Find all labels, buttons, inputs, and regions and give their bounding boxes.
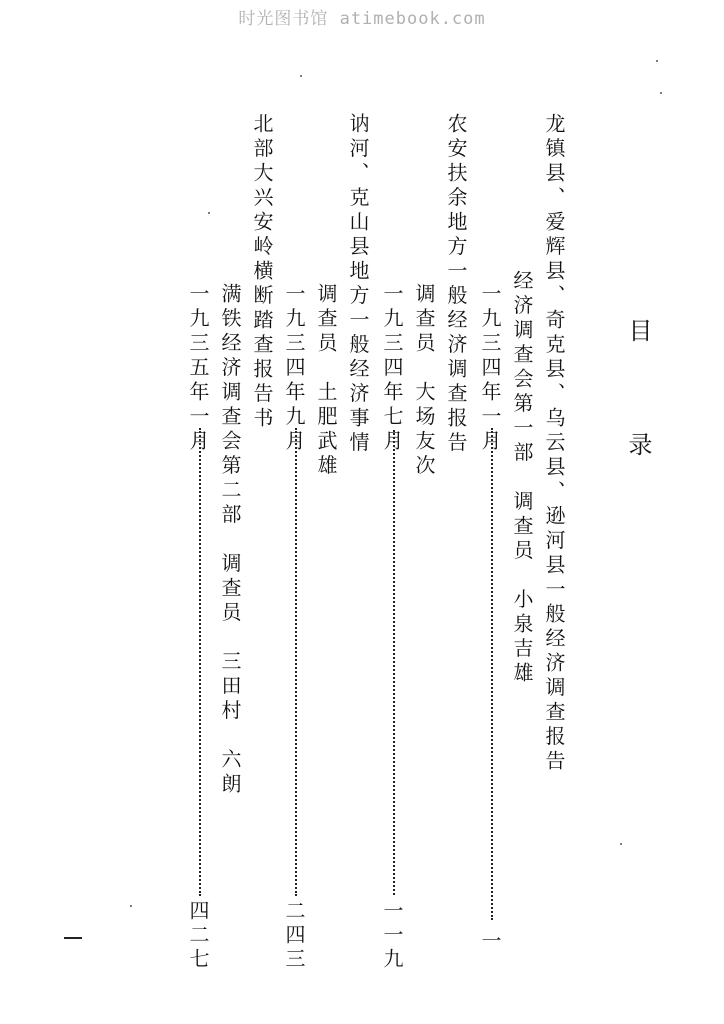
scan-speck: [130, 905, 132, 907]
toc-entry-4-author: 满铁经济调查会第二部 调查员 三田村 六朗: [218, 283, 242, 798]
toc-entry-4-leader: [199, 428, 201, 896]
scan-speck: [656, 60, 658, 62]
toc-entry-3-leader: [295, 428, 297, 896]
scan-speck: [660, 92, 662, 94]
toc-entry-2-page: 一一九: [380, 900, 404, 972]
toc-entry-1-page: 一: [478, 930, 502, 954]
scan-speck: [620, 843, 622, 845]
toc-entry-1-leader: [491, 428, 493, 920]
toc-entry-1-date: 一九三四年一月: [478, 283, 502, 455]
toc-entry-1-author: 经济调查会第一部 调查员 小泉吉雄: [510, 270, 534, 687]
toc-entry-2-author: 调查员 大场友次: [412, 283, 436, 479]
toc-entry-2-title: 农安扶余地方一般经济调查报告: [444, 113, 468, 456]
toc-entry-2-leader: [393, 430, 395, 895]
toc-entry-3-author: 调查员 土肥武雄: [314, 283, 338, 479]
folio-dash: [64, 937, 82, 939]
toc-entry-3-date: 一九三四年九月: [282, 283, 306, 455]
scan-speck: [208, 212, 210, 214]
toc-entry-3-page: 二四三: [282, 900, 306, 972]
toc-entry-3-title: 讷河、克山县地方一般经济事情: [346, 113, 370, 456]
scan-speck: [300, 75, 302, 77]
watermark: 时光图书馆 atimebook.com: [238, 9, 486, 29]
toc-entry-4-page: 四二七: [186, 900, 210, 972]
toc-entry-2-date: 一九三四年七月: [380, 283, 404, 455]
toc-entry-4-title: 北部大兴安岭横断踏查报告书: [250, 113, 274, 432]
toc-heading: 目录: [624, 318, 652, 546]
toc-entry-4-date: 一九三五年一月: [186, 283, 210, 455]
toc-entry-1-title: 龙镇县、爱辉县、奇克县、乌云县、逊河县一般经济调查报告: [542, 113, 566, 775]
